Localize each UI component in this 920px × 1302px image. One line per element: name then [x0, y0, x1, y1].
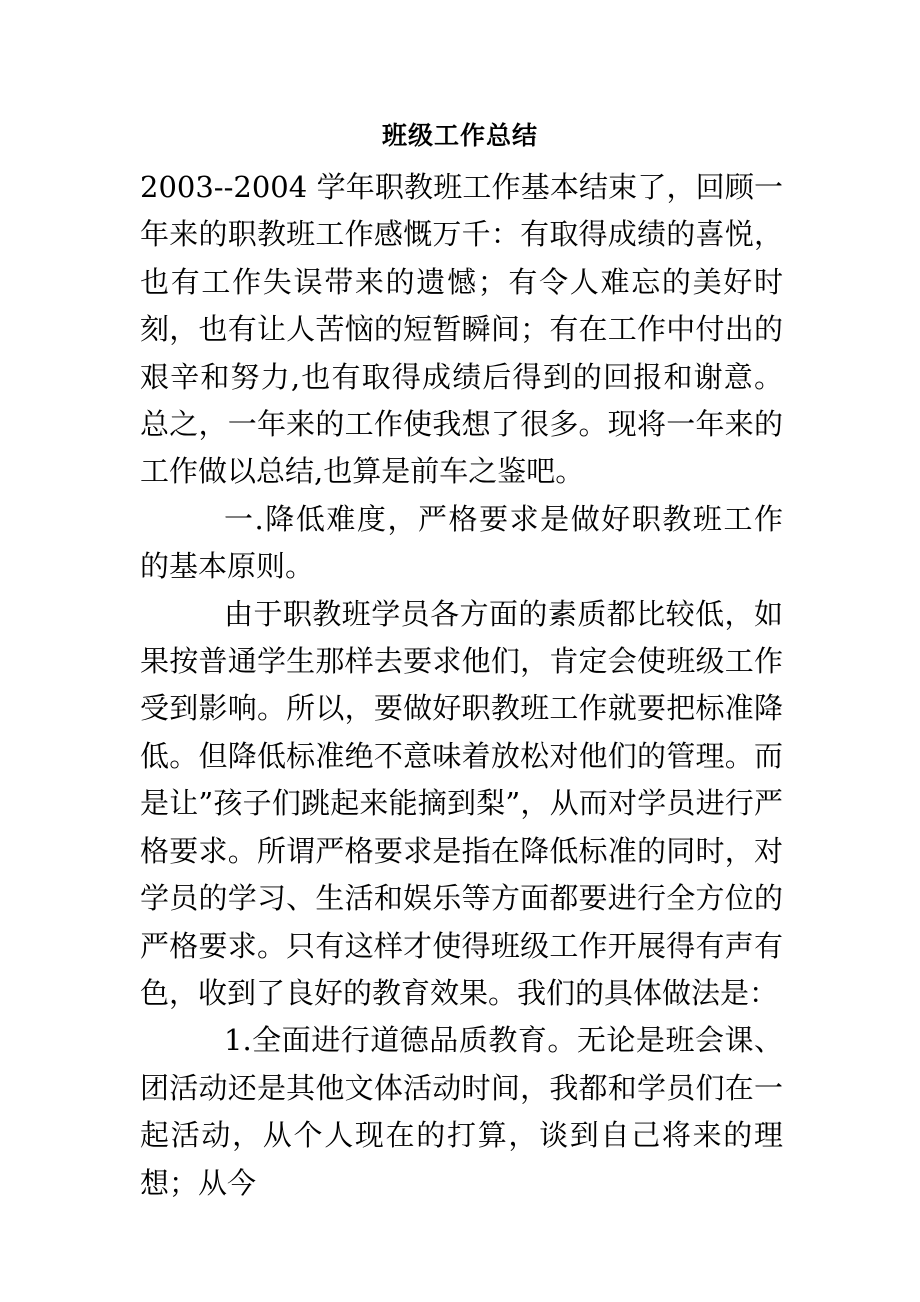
intro-paragraph: 2003--2004 学年职教班工作基本结束了，回顾一年来的职教班工作感慨万千：有取得成绩的喜悦，也有工作失误带来的遗憾；有令人难忘的美好时刻，也有让人苦恼的短暂瞬间；有在工作中付出的艰辛和努力,也有取得成绩后得到的回报和谢意。总之，一年来的工作使我想了很多。现将一年来的工作做以总结,也算是前车之鉴吧。	[140, 170, 783, 489]
document-body	[140, 164, 783, 1207]
section-heading-1: 一.降低难度，严格要求是做好职教班工作的基本原则。	[140, 501, 783, 584]
section-1-paragraph: 由于职教班学员各方面的素质都比较低，如果按普通学生那样去要求他们，肯定会使班级工作受到影响。所以，要做好职教班工作就要把标准降低。但降低标准绝不意味着放松对他们的管理。而是让”孩子们跳起来能摘到梨”，从而对学员进行严格要求。所谓严格要求是指在降低标准的同时，对学员的学习、生活和娱乐等方面都要进行全方位的严格要求。只有这样才使得班级工作开展得有声有色，收到了良好的教育效果。我们的具体做法是：	[140, 596, 783, 1010]
document-title: 班级工作总结	[381, 121, 538, 150]
item-1-paragraph: 1.全面进行道德品质教育。无论是班会课、团活动还是其他文体活动时间，我都和学员们在一起活动，从个人现在的打算，谈到自己将来的理想；从今	[140, 1023, 783, 1200]
